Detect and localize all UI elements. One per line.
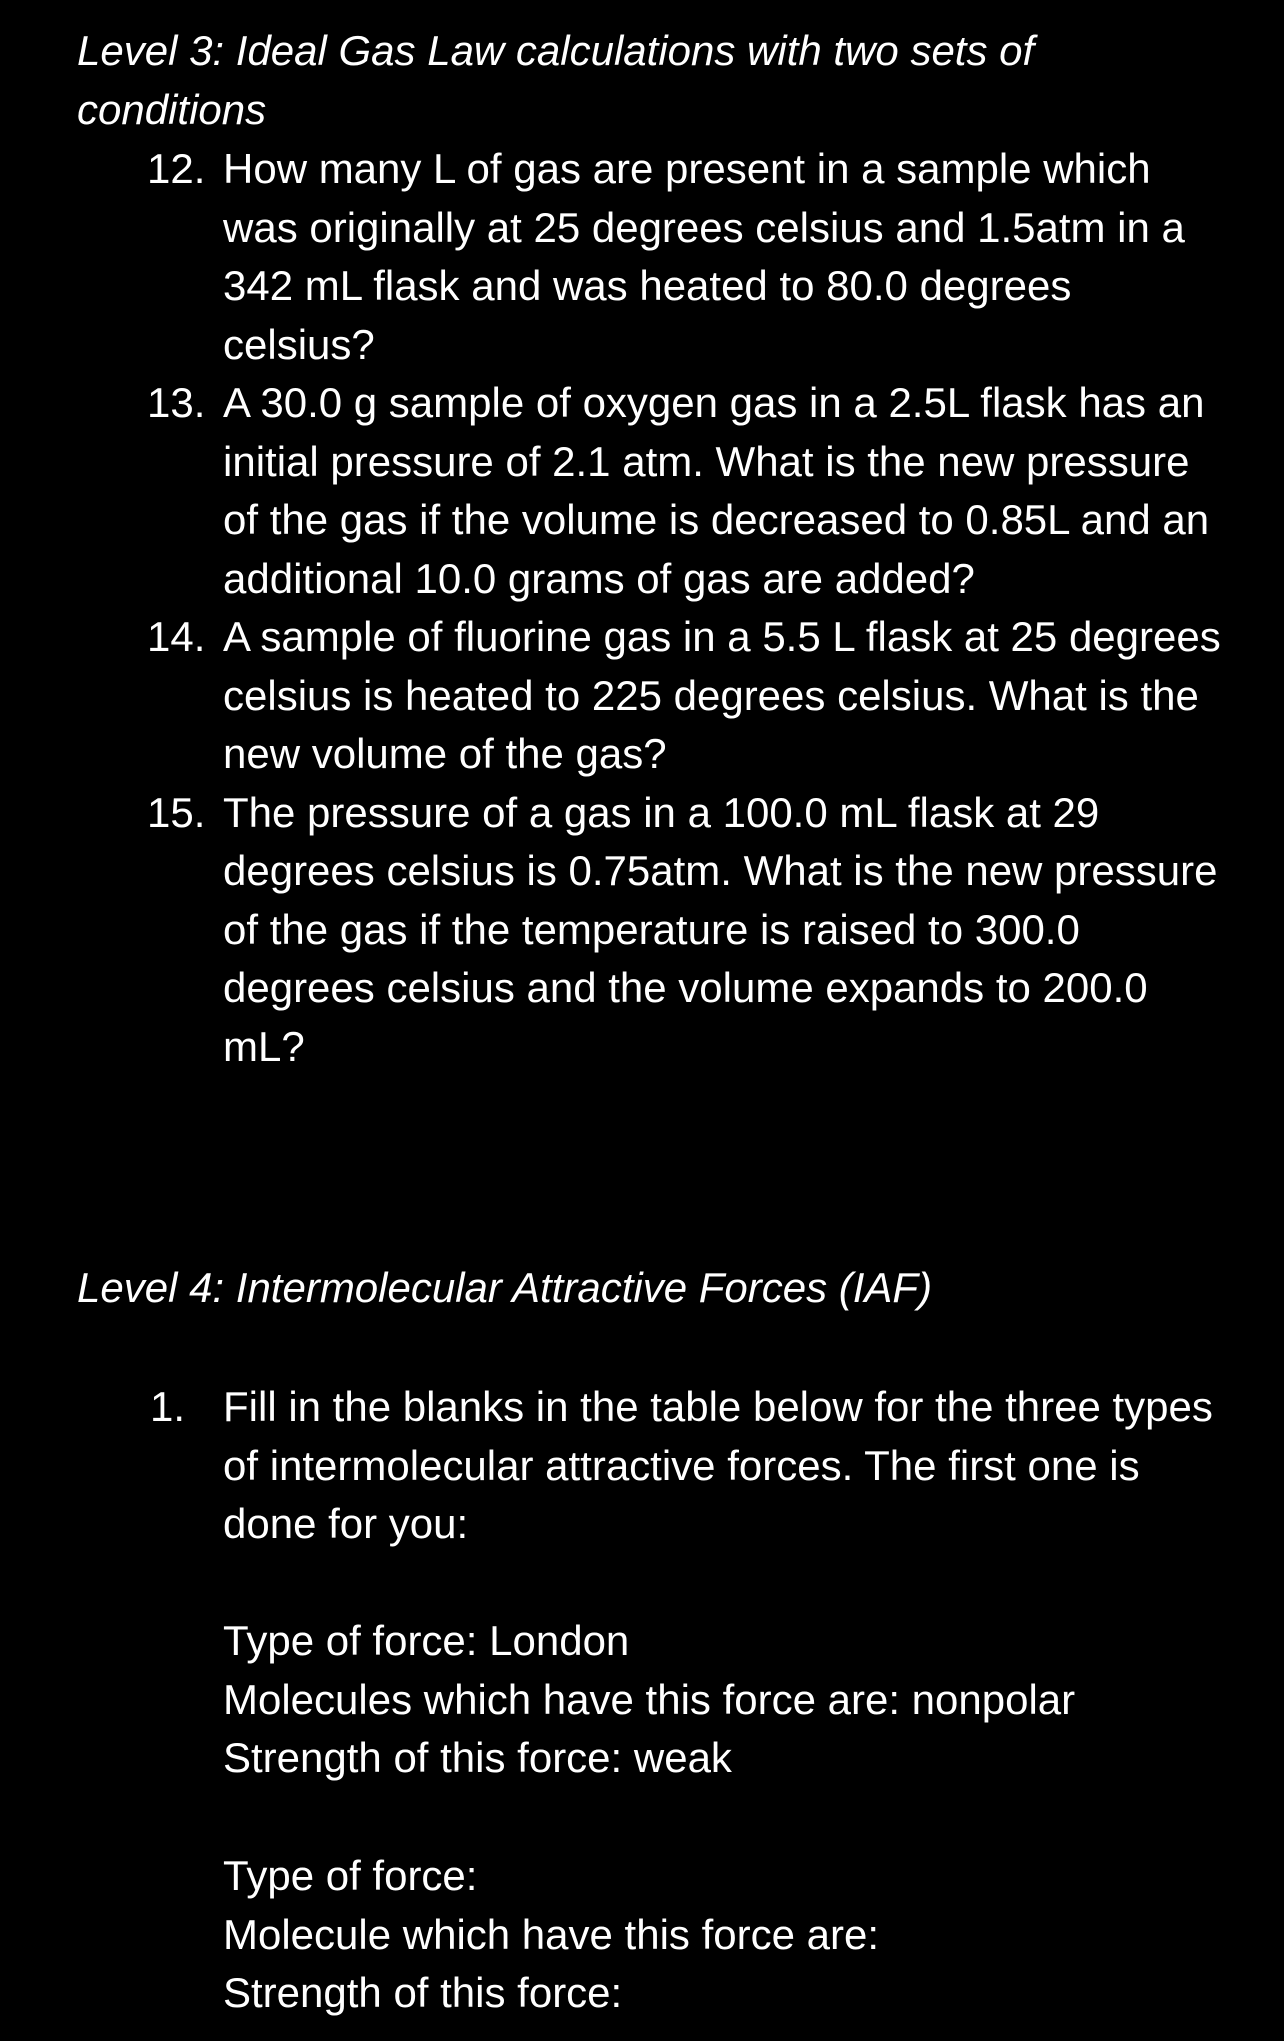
question-number: 15. <box>147 788 206 836</box>
molecules-line: Molecules which have this force are: nonpolar <box>223 1675 1076 1723</box>
type-of-force-line: Type of force: London <box>223 1617 630 1664</box>
question-number: 14. <box>147 613 206 660</box>
question-number: 13. <box>147 379 206 426</box>
level3-heading <box>77 22 1227 139</box>
question-text: A 30.0 g sample of oxygen gas in a 2.5L flask has an initial pressure of 2.1 atm. What is the new pressure of the gas if the volume is decreased to 0.85L and an additional 10.0 grams of gas are added? <box>223 379 1210 602</box>
iaf-blank-entry <box>223 1847 1223 2023</box>
level3-question-list <box>0 140 1284 1076</box>
question-13 <box>0 374 1284 608</box>
level3-heading-line2: conditions <box>77 85 267 133</box>
question-12 <box>0 140 1284 374</box>
strength-line: Strength of this force: <box>223 1969 623 2016</box>
level4-heading: Level 4: Intermolecular Attractive Forces (IAF) <box>77 1264 933 1311</box>
question-number: 12. <box>147 145 206 192</box>
question-text: The pressure of a gas in a 100.0 mL flask at 29 degrees celsius is 0.75atm. What is the new pressure of the gas if the temperature is raised to 300.0 degrees celsius and the volume expands to 200.0 mL? <box>223 788 1218 1070</box>
question-15 <box>0 784 1284 1077</box>
iaf-example-entry <box>223 1612 1223 1788</box>
question-text: How many L of gas are present in a sample which was originally at 25 degrees celsius and 1.5atm in a 342 mL flask and was heated to 80.0 degrees celsius? <box>223 145 1185 368</box>
question-number: 1. <box>150 1383 186 1430</box>
type-of-force-line: Type of force: <box>223 1852 478 1899</box>
level4-question-list <box>0 1378 1284 1554</box>
level3-heading-line1: Level 3: Ideal Gas Law calculations with two sets of <box>77 27 1035 74</box>
question-text: Fill in the blanks in the table below for the three types of intermolecular attractive forces. The first one is done for you: <box>223 1383 1213 1547</box>
strength-line: Strength of this force: weak <box>223 1734 732 1781</box>
iaf-question-1 <box>0 1378 1284 1554</box>
question-text: A sample of fluorine gas in a 5.5 L flask at 25 degrees celsius is heated to 225 degrees celsius. What is the new volume of the gas? <box>223 613 1221 777</box>
question-14 <box>0 608 1284 784</box>
molecules-line: Molecule which have this force are: <box>223 1910 879 1958</box>
